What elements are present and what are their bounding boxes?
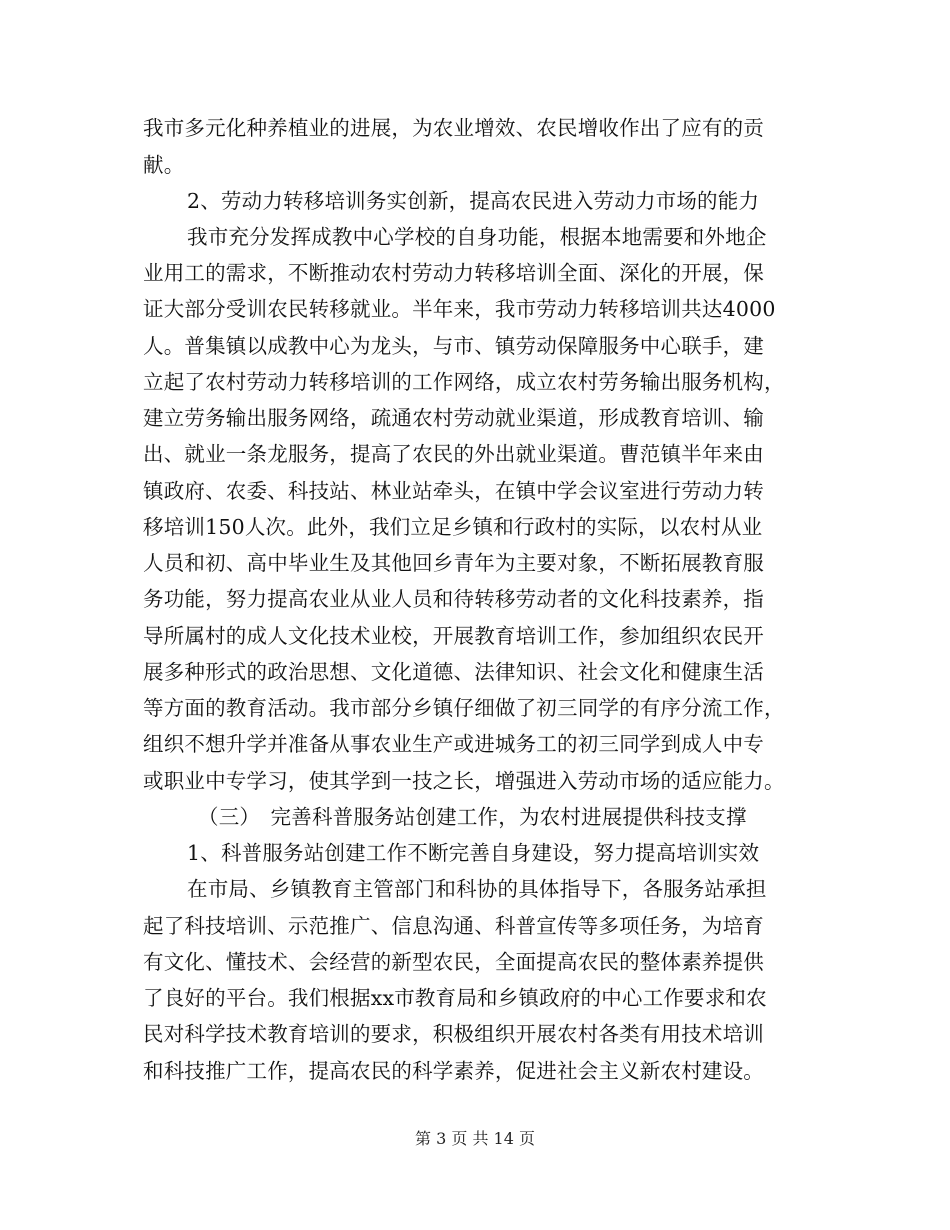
text-line: 展多种形式的政治思想、文化道德、法律知识、社会文化和健康生活 (143, 660, 764, 684)
text-line: 人员和初、高中毕业生及其他回乡青年为主要对象，不断拓展教育服 (143, 551, 764, 575)
text-line: 出、就业一条龙服务，提高了农民的外出就业渠道。曹范镇半年来由 (143, 442, 764, 466)
text-line: 立起了农村劳动力转移培训的工作网络，成立农村劳务输出服务机构， (143, 370, 785, 394)
section-heading: 2、劳动力转移培训务实创新，提高农民进入劳动力市场的能力 (187, 189, 760, 213)
text-line: 有文化、懂技术、会经营的新型农民，全面提高农民的整体素养提供 (143, 950, 764, 974)
text-line: 我市充分发挥成教中心学校的自身功能，根据本地需要和外地企 (187, 225, 767, 249)
text-line: 我市多元化种养植业的进展，为农业增效、农民增收作出了应有的贡 (143, 116, 764, 140)
text-line: 在市局、乡镇教育主管部门和科协的具体指导下，各服务站承担 (187, 877, 767, 901)
text-line: 组织不想升学并准备从事农业生产或进城务工的初三同学到成人中专 (143, 732, 764, 756)
text-line: 了良好的平台。我们根据xx市教育局和乡镇政府的中心工作要求和农 (143, 986, 767, 1010)
text-line: 镇政府、农委、科技站、林业站牵头，在镇中学会议室进行劳动力转 (143, 479, 764, 503)
text-line: 证大部分受训农民转移就业。半年来，我市劳动力转移培训共达4000 (143, 297, 776, 321)
text-line: 起了科技培训、示范推广、信息沟通、科普宣传等多项任务，为培育 (143, 914, 764, 938)
text-line: 建立劳务输出服务网络，疏通农村劳动就业渠道，形成教育培训、输 (143, 406, 764, 430)
text-line: 人。普集镇以成教中心为龙头，与市、镇劳动保障服务中心联手，建 (143, 334, 764, 358)
section-heading: （三） 完善科普服务站创建工作，为农村进展提供科技支撑 (198, 805, 747, 829)
text-line: 或职业中专学习，使其学到一技之长，增强进入劳动市场的适应能力。 (143, 769, 785, 793)
text-line: 导所属村的成人文化技术业校，开展教育培训工作，参加组织农民开 (143, 624, 764, 648)
text-line: 等方面的教育活动。我市部分乡镇仔细做了初三同学的有序分流工作， (143, 696, 785, 720)
text-line: 和科技推广工作，提高农民的科学素养，促进社会主义新农村建设。 (143, 1059, 764, 1083)
text-line: 献。 (143, 153, 185, 177)
text-line: 移培训150人次。此外，我们立足乡镇和行政村的实际，以农村从业 (143, 515, 763, 539)
text-line: 民对科学技术教育培训的要求，积极组织开展农村各类有用技术培训 (143, 1022, 764, 1046)
text-line: 务功能，努力提高农业从业人员和待转移劳动者的文化科技素养，指 (143, 587, 764, 611)
text-line: 业用工的需求，不断推动农村劳动力转移培训全面、深化的开展，保 (143, 261, 764, 285)
page-number-footer: 第 3 页 共 14 页 (415, 1129, 535, 1148)
section-heading: 1、科普服务站创建工作不断完善自身建设，努力提高培训实效 (187, 841, 760, 865)
